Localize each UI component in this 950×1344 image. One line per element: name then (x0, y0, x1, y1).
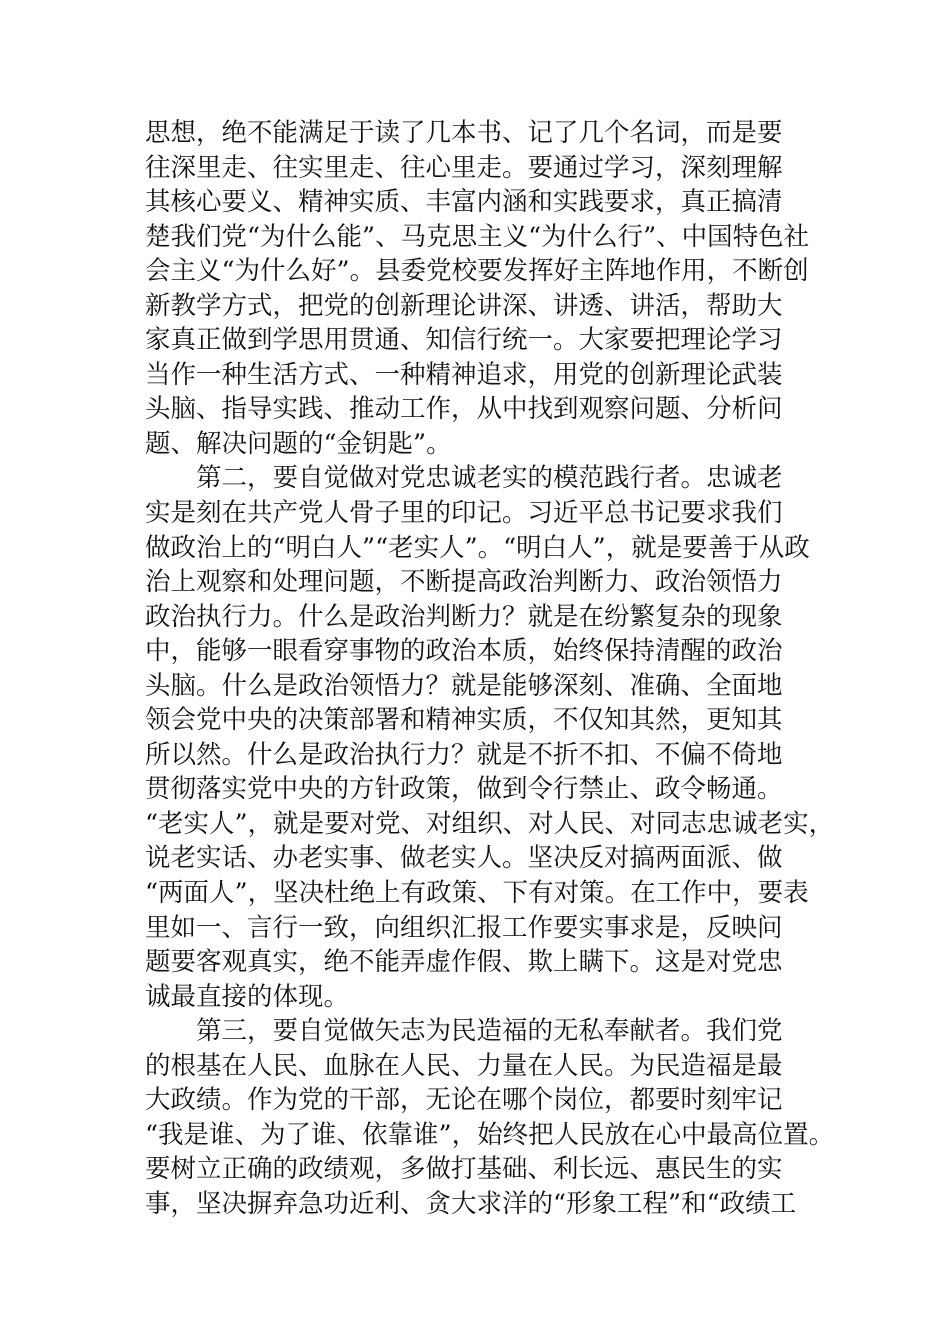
text-line: 新教学方式，把党的创新理论讲深、讲透、讲活，帮助大 (145, 290, 783, 321)
text-line: 中，能够一眼看穿事物的政治本质，始终保持清醒的政治 (145, 636, 783, 667)
paragraph-first-line: 第二，要自觉做对党忠诚老实的模范践行者。忠诚老 (196, 463, 783, 494)
text-line: 头脑、指导实践、推动工作，从中找到观察问题、分析问 (145, 394, 783, 425)
text-line: 楚我们党“为什么能”、马克思主义“为什么行”、中国特色社 (145, 221, 810, 252)
text-line: 领会党中央的决策部署和精神实质，不仅知其然，更知其 (145, 705, 783, 736)
text-line: “老实人”，就是要对党、对组织、对人民、对同志忠诚老实， (145, 808, 835, 839)
text-line: 其核心要义、精神实质、丰富内涵和实践要求，真正搞清 (145, 187, 783, 218)
document-body-text (145, 116, 835, 1222)
text-line: 事，坚决摒弃急功近利、贪大求洋的“形象工程”和“政绩工 (145, 1188, 797, 1219)
text-line: 会主义“为什么好”。县委党校要发挥好主阵地作用，不断创 (145, 256, 809, 287)
text-line: 所以然。什么是政治执行力？就是不折不扣、不偏不倚地 (145, 739, 783, 770)
text-line: 题要客观真实，绝不能弄虚作假、欺上瞒下。这是对党忠 (145, 947, 783, 978)
text-line: 往深里走、往实里走、往心里走。要通过学习，深刻理解 (145, 152, 783, 183)
text-line: 实是刻在共产党人骨子里的印记。习近平总书记要求我们 (145, 498, 783, 529)
text-line: 头脑。什么是政治领悟力？就是能够深刻、准确、全面地 (145, 670, 783, 701)
text-line: 的根基在人民、血脉在人民、力量在人民。为民造福是最 (145, 1050, 783, 1081)
text-line: 思想，绝不能满足于读了几本书、记了几个名词，而是要 (145, 118, 783, 148)
text-line: 大政绩。作为党的干部，无论在哪个岗位，都要时刻牢记 (145, 1085, 783, 1116)
text-line: 家真正做到学思用贯通、知信行统一。大家要把理论学习 (145, 325, 783, 356)
text-line: “两面人”，坚决杜绝上有政策、下有对策。在工作中，要表 (145, 878, 809, 909)
text-line: 政治执行力。什么是政治判断力？就是在纷繁复杂的现象 (145, 601, 783, 632)
text-line: 题、解决问题的“金钥匙”。 (145, 428, 452, 459)
paragraph-first-line: 第三，要自觉做矢志为民造福的无私奉献者。我们党 (196, 1016, 783, 1047)
text-line: 做政治上的“明白人”“老实人”。“明白人”，就是要善于从政 (145, 532, 810, 563)
text-line: 贯彻落实党中央的方针政策，做到令行禁止、政令畅通。 (145, 774, 783, 805)
text-line: 里如一、言行一致，向组织汇报工作要实事求是，反映问 (145, 912, 783, 943)
text-line: 诚最直接的体现。 (145, 981, 350, 1012)
text-line: “我是谁、为了谁、依靠谁”，始终把人民放在心中最高位置。 (145, 1119, 835, 1150)
text-line: 要树立正确的政绩观，多做打基础、利长远、惠民生的实 (145, 1154, 783, 1185)
text-line: 治上观察和处理问题，不断提高政治判断力、政治领悟力 (145, 567, 783, 598)
text-line: 当作一种生活方式、一种精神追求，用党的创新理论武装 (145, 359, 783, 390)
text-line: 说老实话、办老实事、做老实人。坚决反对搞两面派、做 (145, 843, 783, 874)
